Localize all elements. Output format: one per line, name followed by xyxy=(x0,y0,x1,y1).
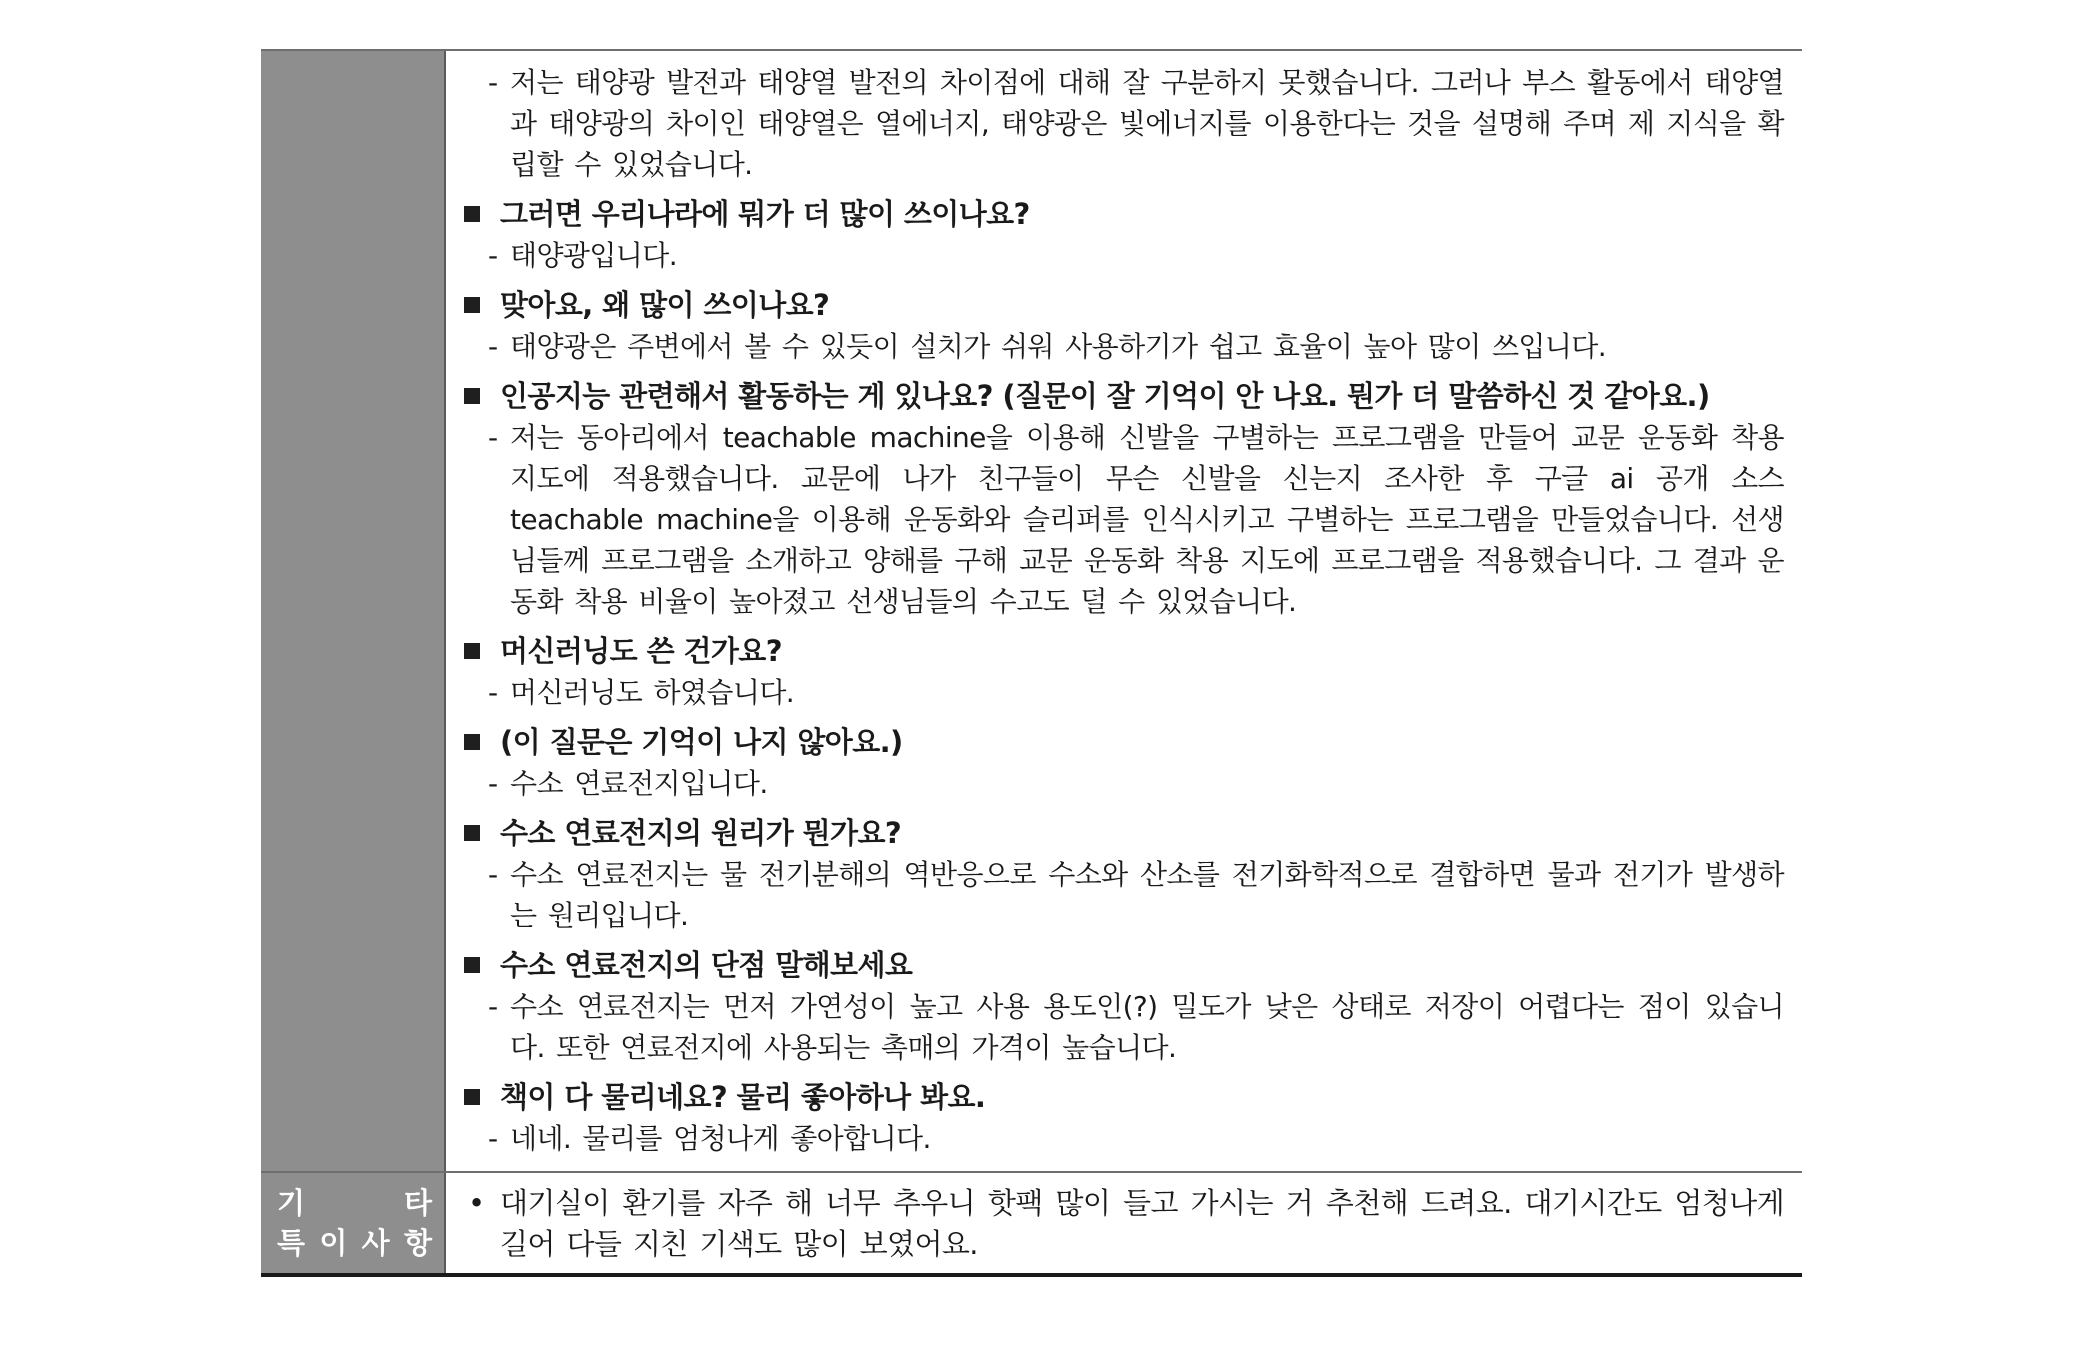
answer-text: 저는 태양광 발전과 태양열 발전의 차이점에 대해 잘 구분하지 못했습니다. 그러나 부스 활동에서 태양열과 태양광의 차이인 태양열은 열에너지, 태양광은 빛에너지를 이용한다는 것을 설명해 주며 제 지식을 확립할 수 있었습니다. xyxy=(510,66,1784,181)
interview-question xyxy=(462,1077,1784,1118)
interview-answer xyxy=(462,986,1784,1068)
question-text: 수소 연료전지의 단점 말해보세요 xyxy=(500,948,913,982)
square-bullet-icon xyxy=(464,643,480,659)
qa-row xyxy=(261,51,1802,1171)
other-notes-text: 대기실이 환기를 자주 해 너무 추우니 핫팩 많이 들고 가시는 거 추천해 드려요. 대기시간도 엄청나게 길어 다들 지친 기색도 많이 보였어요. xyxy=(500,1186,1784,1261)
square-bullet-icon xyxy=(464,388,480,404)
label-char: 기 xyxy=(277,1186,306,1220)
answer-text: 수소 연료전지입니다. xyxy=(510,767,768,800)
answer-dash: - xyxy=(488,990,498,1023)
question-text: (이 질문은 기억이 나지 않아요.) xyxy=(500,725,903,759)
answer-dash: - xyxy=(488,767,498,800)
interview-question xyxy=(462,376,1784,417)
answer-dash: - xyxy=(488,1122,498,1155)
question-text: 책이 다 물리네요? 물리 좋아하나 봐요. xyxy=(500,1080,986,1114)
bullet-dot-icon: • xyxy=(468,1186,485,1220)
answer-text: 태양광은 주변에서 볼 수 있듯이 설치가 쉬워 사용하기가 쉽고 효율이 높아 많이 쓰입니다. xyxy=(510,330,1607,363)
answer-text: 머신러닝도 하였습니다. xyxy=(510,676,795,709)
question-text: 그러면 우리나라에 뭐가 더 많이 쓰이나요? xyxy=(500,197,1030,231)
label-char: 특 xyxy=(277,1226,306,1260)
label-char: 타 xyxy=(403,1186,432,1220)
square-bullet-icon xyxy=(464,825,480,841)
square-bullet-icon xyxy=(464,957,480,973)
question-text: 수소 연료전지의 원리가 뭔가요? xyxy=(500,816,902,850)
square-bullet-icon xyxy=(464,734,480,750)
interview-question xyxy=(462,722,1784,763)
question-text: 인공지능 관련해서 활동하는 게 있나요? (질문이 잘 기억이 안 나요. 뭔가 더 말씀하신 것 같아요.) xyxy=(500,379,1710,413)
answer-dash: - xyxy=(488,330,498,363)
interview-question xyxy=(462,813,1784,854)
interview-answer xyxy=(462,672,1784,713)
answer-text: 네네. 물리를 엄청나게 좋아합니다. xyxy=(510,1122,931,1155)
other-notes-label xyxy=(261,1173,446,1273)
label-char: 항 xyxy=(403,1226,432,1260)
answer-dash: - xyxy=(488,858,498,891)
other-notes-label-line2 xyxy=(277,1223,432,1263)
label-char: 사 xyxy=(361,1226,390,1260)
answer-text: 수소 연료전지는 먼저 가연성이 높고 사용 용도인(?) 밀도가 낮은 상태로 저장이 어렵다는 점이 있습니다. 또한 연료전지에 사용되는 촉매의 가격이 높습니다. xyxy=(510,990,1784,1064)
interview-question xyxy=(462,285,1784,326)
interview-answer xyxy=(462,235,1784,276)
interview-record-table xyxy=(261,49,1802,1277)
interview-question xyxy=(462,945,1784,986)
other-notes-row xyxy=(261,1173,1802,1273)
interview-answer xyxy=(462,854,1784,936)
square-bullet-icon xyxy=(464,206,480,222)
answer-text: 저는 동아리에서 teachable machine을 이용해 신발을 구별하는 프로그램을 만들어 교문 운동화 착용 지도에 적용했습니다. 교문에 나가 친구들이 무슨 신발을 신는지 조사한 후 구글 ai 공개 소스 teachable machine을 이용해 운동화와 슬리퍼를 인식시키고 구별하는 프로그램을 만들었습니다. 선생님들께 프로그램을 소개하고 양해를 구해 교문 운동화 착용 지도에 프로그램을 적용했습니다. 그 결과 운동화 착용 비율이 높아졌고 선생님들의 수고도 덜 수 있었습니다. xyxy=(510,421,1784,618)
square-bullet-icon xyxy=(464,1089,480,1105)
label-char: 이 xyxy=(319,1226,348,1260)
interview-question xyxy=(462,631,1784,672)
answer-text: 태양광입니다. xyxy=(510,239,677,272)
interview-question xyxy=(462,194,1784,235)
interview-answer xyxy=(462,326,1784,367)
other-notes-label-line1 xyxy=(277,1183,432,1223)
square-bullet-icon xyxy=(464,297,480,313)
bottom-rule xyxy=(261,1273,1802,1277)
other-notes-content xyxy=(446,1173,1802,1273)
answer-dash: - xyxy=(488,421,498,454)
qa-label-cell xyxy=(261,51,446,1171)
answer-text: 수소 연료전지는 물 전기분해의 역반응으로 수소와 산소를 전기화학적으로 결합하면 물과 전기가 발생하는 원리입니다. xyxy=(510,858,1784,932)
interview-answer xyxy=(462,62,1784,185)
question-text: 맞아요, 왜 많이 쓰이나요? xyxy=(500,288,830,322)
interview-answer xyxy=(462,763,1784,804)
answer-dash: - xyxy=(488,239,498,272)
interview-answer xyxy=(462,417,1784,622)
answer-dash: - xyxy=(488,676,498,709)
other-notes-item xyxy=(462,1183,1784,1265)
answer-dash: - xyxy=(488,66,498,99)
interview-answer xyxy=(462,1118,1784,1159)
qa-list xyxy=(446,51,1802,1171)
question-text: 머신러닝도 쓴 건가요? xyxy=(500,634,782,668)
